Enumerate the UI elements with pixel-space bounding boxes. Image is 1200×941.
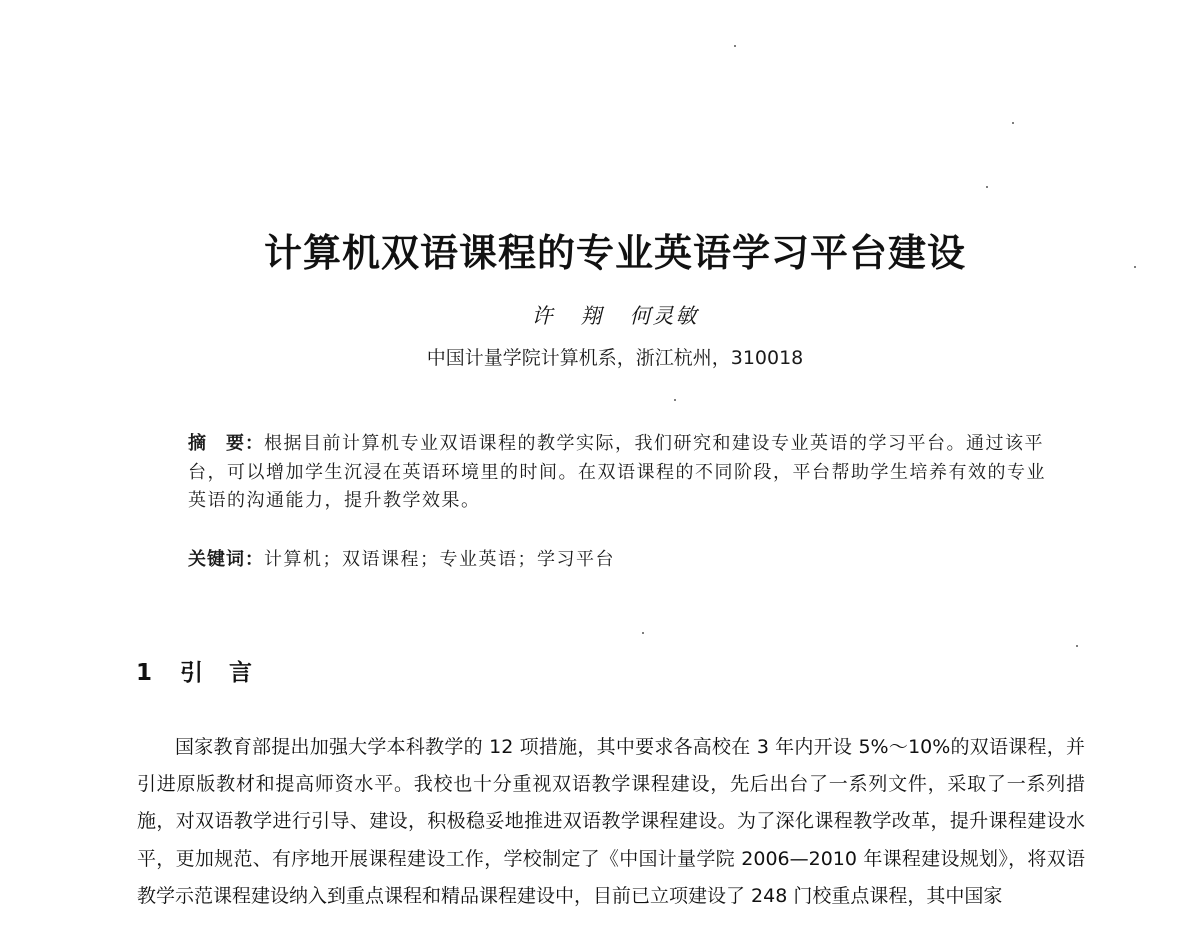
abstract-label: 摘 要：	[188, 433, 264, 454]
keywords-label: 关键词：	[188, 549, 264, 570]
scan-speck	[1012, 122, 1014, 124]
keywords-text: 计算机；双语课程；专业英语；学习平台	[264, 549, 615, 570]
section-heading	[136, 654, 278, 687]
keywords	[188, 545, 1058, 571]
paper-title: 计算机双语课程的专业英语学习平台建设	[263, 231, 966, 275]
scan-speck	[986, 186, 988, 188]
scan-speck	[642, 632, 644, 634]
abstract-text: 根据目前计算机专业双语课程的教学实际，我们研究和建设专业英语的学习平台。通过该平台，可以增加学生沉浸在英语环境里的时间。在双语课程的不同阶段，平台帮助学生培养有效的专业英语的沟通能力，提升教学效果。	[188, 433, 1046, 511]
authors: 许 翔 何灵敏	[531, 304, 699, 328]
body-paragraph: 国家教育部提出加强大学本科教学的 12 项措施，其中要求各高校在 3 年内开设 5%～10%的双语课程，并引进原版教材和提高师资水平。我校也十分重视双语教学课程建设，先后出台了一系列文件，采取了一系列措施，对双语教学进行引导、建设，积极稳妥地推进双语教学课程建设。为了深化课程教学改革，提升课程建设水平，更加规范、有序地开展课程建设工作，学校制定了《中国计量学院 2006—2010 年课程建设规划》，将双语教学示范课程建设纳入到重点课程和精品课程建设中，目前已立项建设了 248 门校重点课程，其中国家	[137, 736, 1085, 907]
scan-speck	[674, 399, 676, 401]
affiliation: 中国计量学院计算机系，浙江杭州，310018	[426, 347, 804, 369]
scan-speck	[1076, 645, 1078, 647]
scan-speck	[734, 45, 736, 47]
abstract	[188, 430, 1058, 516]
section-title: 引言	[180, 660, 279, 686]
section-number: 1	[136, 660, 153, 686]
